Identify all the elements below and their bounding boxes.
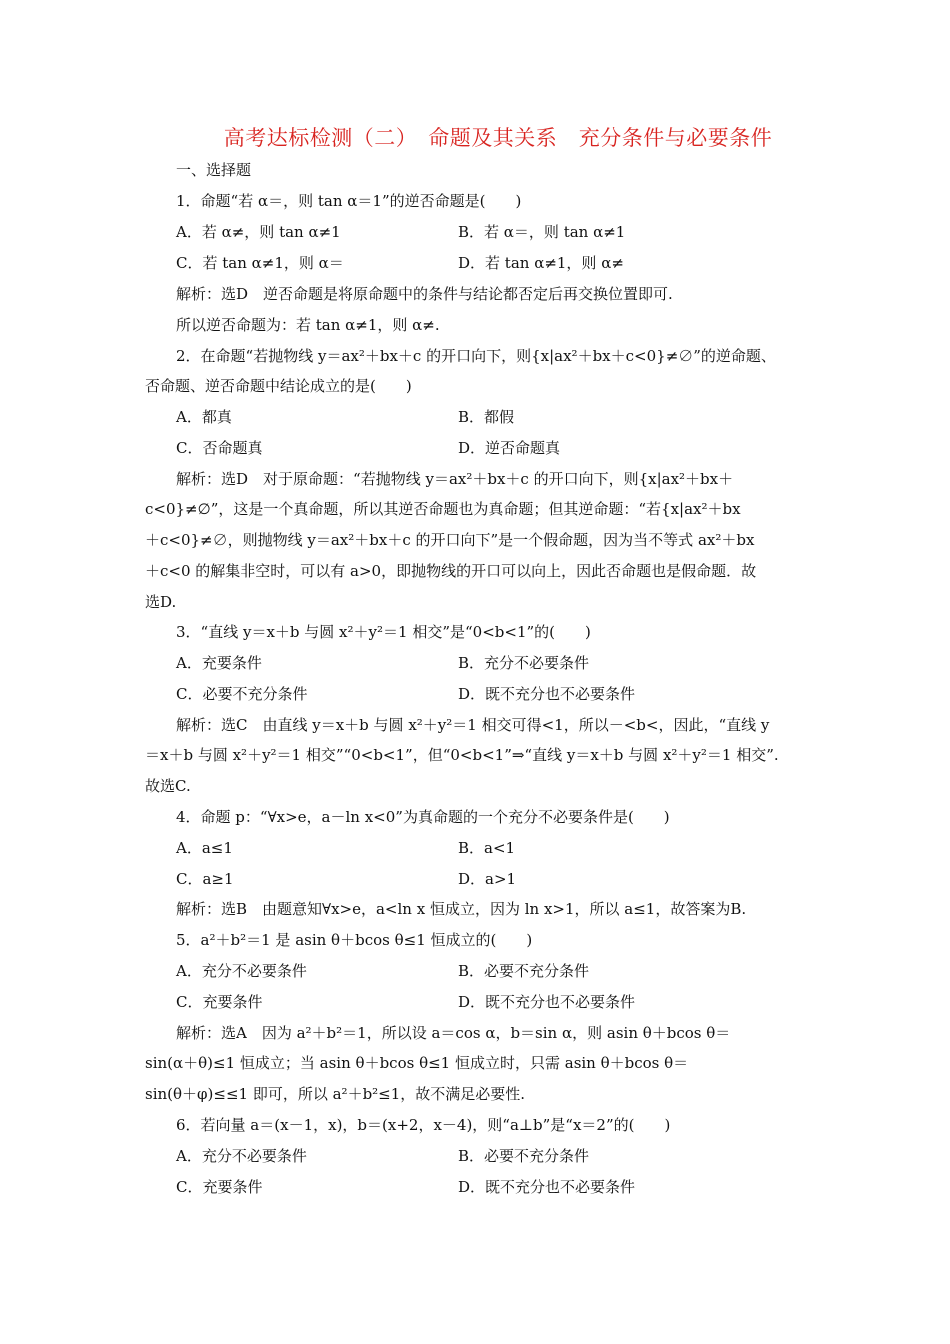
question-4-stem: 4．命题 p：“∀x>e，a－ln x<0”为真命题的一个充分不必要条件是( ) (176, 808, 670, 826)
question-4-option-c: C．a≥1 (176, 870, 234, 888)
question-1-option-d: D．若 tan α≠1，则 α≠ (458, 254, 624, 272)
question-6-option-a: A．充分不必要条件 (176, 1147, 307, 1165)
question-3-analysis-line: 解析：选C 由直线 y＝x＋b 与圆 x²＋y²＝1 相交可得<1，所以－<b<，因此，“直线 y (176, 716, 770, 734)
question-2-option-b: B．都假 (458, 408, 515, 426)
question-3-stem: 3．“直线 y＝x＋b 与圆 x²＋y²＝1 相交”是“0<b<1”的( ) (176, 623, 591, 641)
question-3-analysis-line: 故选C. (145, 777, 191, 795)
question-6-option-d: D．既不充分也不必要条件 (458, 1178, 636, 1196)
question-2-option-d: D．逆否命题真 (458, 439, 561, 457)
question-4-option-b: B．a<1 (458, 839, 516, 857)
question-5-analysis-line: sin(θ＋φ)≤≤1 即可，所以 a²＋b²≤1，故不满足必要性. (145, 1085, 526, 1103)
question-5-stem: 5．a²＋b²＝1 是 asin θ＋bcos θ≤1 恒成立的( ) (176, 931, 533, 949)
question-2-analysis-line: c<0}≠∅”，这是一个真命题，所以其逆否命题也为真命题；但其逆命题：“若{x|ax²＋bx (145, 500, 741, 518)
question-4-analysis-line: 解析：选B 由题意知∀x>e，a<ln x 恒成立，因为 ln x>1，所以 a≤1，故答案为B. (176, 900, 747, 918)
question-4-option-a: A．a≤1 (176, 839, 233, 857)
question-1-analysis-line: 解析：选D 逆否命题是将原命题中的条件与结论都否定后再交换位置即可. (176, 285, 673, 303)
question-1-option-a: A．若 α≠，则 tan α≠1 (176, 223, 341, 241)
question-3-option-d: D．既不充分也不必要条件 (458, 685, 636, 703)
question-5-option-b: B．必要不充分条件 (458, 962, 590, 980)
question-5-option-d: D．既不充分也不必要条件 (458, 993, 636, 1011)
question-1-option-b: B．若 α＝，则 tan α≠1 (458, 223, 626, 241)
question-6-option-b: B．必要不充分条件 (458, 1147, 590, 1165)
question-1-analysis-line: 所以逆否命题为：若 tan α≠1，则 α≠. (176, 316, 440, 334)
question-6-stem: 6．若向量 a＝(x－1，x)，b＝(x+2，x－4)，则“a⊥b”是“x＝2”的( ) (176, 1116, 671, 1134)
question-2-analysis-line: ＋c<0}≠∅，则抛物线 y＝ax²＋bx＋c 的开口向下”是一个假命题，因为当不等式 ax²＋bx (145, 531, 755, 549)
question-2-analysis-line: ＋c<0 的解集非空时，可以有 a>0，即抛物线的开口可以向上，因此否命题也是假命题．故 (145, 562, 757, 580)
question-4-option-d: D．a>1 (458, 870, 517, 888)
question-1-option-c: C．若 tan α≠1，则 α＝ (176, 254, 344, 272)
question-3-option-a: A．充要条件 (176, 654, 262, 672)
question-2-stem: 否命题、逆否命题中结论成立的是( ) (145, 377, 412, 395)
question-2-stem: 2．在命题“若抛物线 y＝ax²＋bx＋c 的开口向下，则{x|ax²＋bx＋c<0}≠∅”的逆命题、 (176, 347, 776, 365)
section-heading: 一、选择题 (176, 161, 252, 179)
page-title: 高考达标检测（二） 命题及其关系 充分条件与必要条件 (223, 126, 773, 150)
question-3-option-b: B．充分不必要条件 (458, 654, 590, 672)
question-1-stem: 1．命题“若 α＝，则 tan α＝1”的逆否命题是( ) (176, 192, 522, 210)
question-2-option-c: C．否命题真 (176, 439, 263, 457)
question-2-analysis-line: 选D. (145, 593, 177, 611)
question-2-analysis-line: 解析：选D 对于原命题：“若抛物线 y＝ax²＋bx＋c 的开口向下，则{x|ax²＋bx＋ (176, 470, 734, 488)
question-2-option-a: A．都真 (176, 408, 232, 426)
question-5-option-c: C．充要条件 (176, 993, 263, 1011)
question-3-analysis-line: ＝x＋b 与圆 x²＋y²＝1 相交”“0<b<1”，但“0<b<1”⇒“直线 y＝x＋b 与圆 x²＋y²＝1 相交”. (145, 746, 779, 764)
question-6-option-c: C．充要条件 (176, 1178, 263, 1196)
question-5-analysis-line: sin(α＋θ)≤1 恒成立；当 asin θ＋bcos θ≤1 恒成立时，只需 asin θ＋bcos θ＝ (145, 1054, 689, 1072)
question-5-option-a: A．充分不必要条件 (176, 962, 307, 980)
question-5-analysis-line: 解析：选A 因为 a²＋b²＝1，所以设 a＝cos α，b＝sin α，则 asin θ＋bcos θ＝ (176, 1024, 731, 1042)
question-3-option-c: C．必要不充分条件 (176, 685, 308, 703)
